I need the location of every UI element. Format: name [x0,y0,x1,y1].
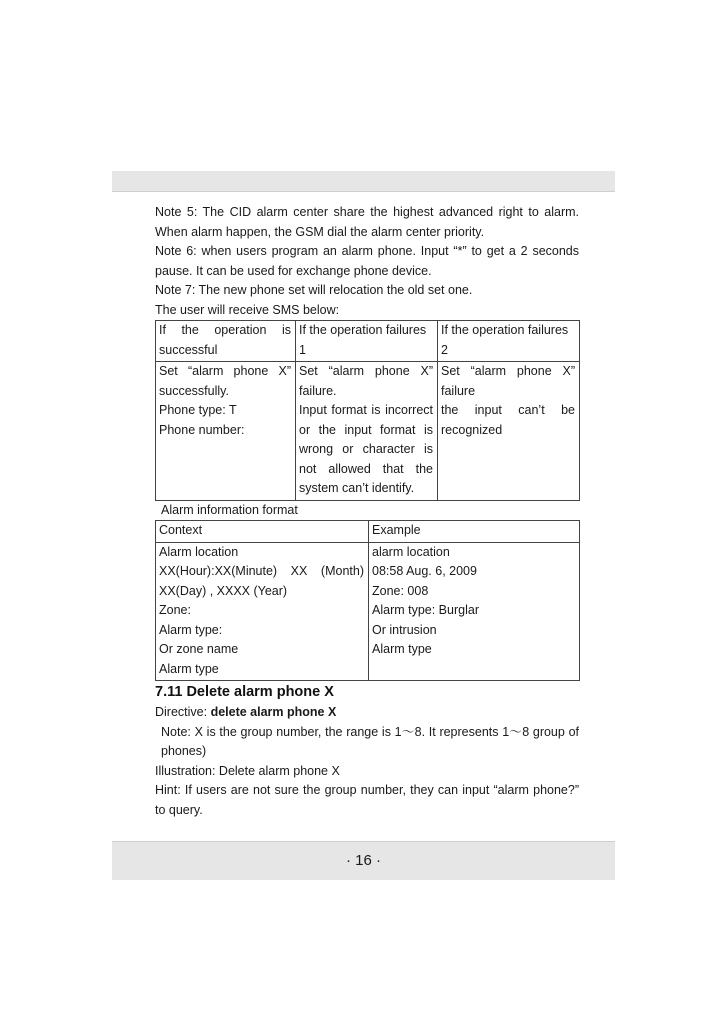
sms-table-row [156,362,580,501]
directive [155,703,579,723]
sms-header-failure-2: If the operation failures 2 [438,321,580,362]
sms-intro: The user will receive SMS below: [155,302,340,317]
sms-cell-success [156,362,296,501]
directive-value: delete alarm phone X [210,705,337,719]
alarm-info-row [156,542,580,681]
alarm-example-cell [369,542,580,681]
header-band [112,171,615,191]
context-line: Alarm type [159,661,219,676]
sms-success-phone-type: Phone type: T [159,403,237,417]
sms-success-line: Set “alarm phone X” successfully. [159,364,291,398]
sms-header-success: If the operation is successful [156,321,296,362]
context-line: Alarm location [159,544,239,559]
sms-header-failure-1: If the operation failures 1 [296,321,438,362]
directive-label: Directive: [155,705,211,719]
sms-cell-failure-1 [296,362,438,501]
sms-table [155,320,580,501]
note-7: Note 7: The new phone set will relocation the old set one. [155,283,473,297]
alarm-context-cell [156,542,369,681]
alarm-info-header-row [156,521,580,543]
alarm-info-table [155,520,580,681]
context-line: Alarm type: [159,622,223,637]
hint: Hint: If users are not sure the group number, they can input “alarm phone?” to query. [155,783,579,817]
example-line: Zone: 008 [372,583,429,598]
page-number: · 16 · [345,852,381,869]
page-content [155,203,579,820]
section-heading: 7.11 Delete alarm phone X [155,684,334,700]
sms-cell-failure-2 [438,362,580,501]
note-6: Note 6: when users program an alarm phone. Input “*” to get a 2 seconds pause. It can be used for exchange phone device. [155,244,579,278]
alarm-info-title: Alarm information format [161,502,298,517]
context-line: XX(Hour):XX(Minute) XX (Month) XX(Day) , XXXX (Year) [159,564,364,598]
sms-table-header-row [156,321,580,362]
sms-failure-2-detail: the input can’t be recognized [441,403,575,437]
context-line: Zone: [159,603,191,617]
sms-failure-1-detail: Input format is incorrect or the input format is wrong or character is not allowed that the system can’t identify. [299,403,433,495]
note-5: Note 5: The CID alarm center share the highest advanced right to alarm. When alarm happen, the GSM dial the alarm center priority. [155,205,579,239]
example-line: Or intrusion [372,622,437,637]
context-line: Or zone name [159,642,239,656]
example-line: Alarm type [372,642,432,656]
alarm-header-context: Context [156,521,369,543]
example-line: alarm location [372,544,450,559]
sms-failure-2-line: Set “alarm phone X” failure [441,364,575,398]
section-note: Note: X is the group number, the range is 1～8. It represents 1～8 group of phones) [161,724,579,758]
example-line: 08:58 Aug. 6, 2009 [372,564,477,578]
example-line: Alarm type: Burglar [372,603,479,617]
illustration: Illustration: Delete alarm phone X [155,763,340,778]
header-rule [112,191,615,192]
alarm-header-example: Example [369,521,580,543]
sms-success-phone-number: Phone number: [159,422,245,437]
sms-failure-1-line: Set “alarm phone X” failure. [299,364,433,398]
